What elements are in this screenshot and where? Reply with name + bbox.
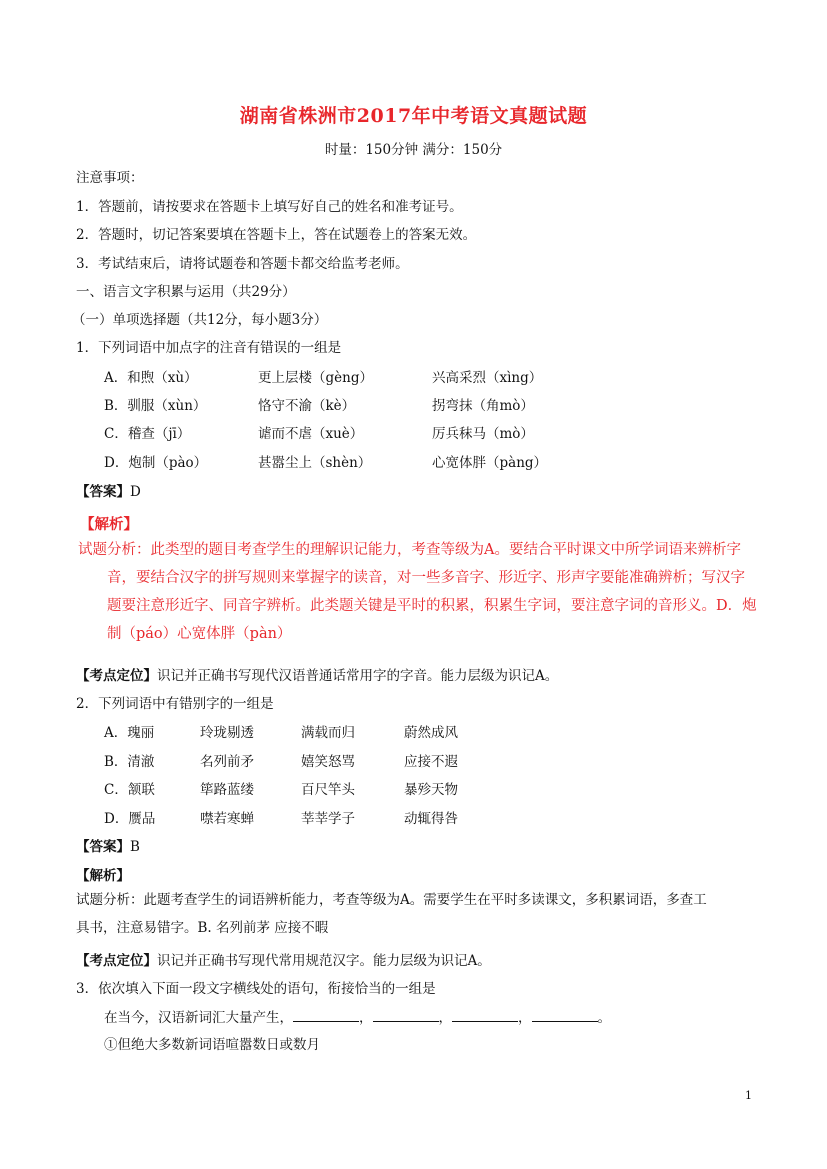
notice-item: 3．考试结束后，请将试题卷和答题卡都交给监考老师。	[76, 256, 409, 272]
option-item: 百尺竿头	[301, 782, 355, 798]
option-item: 兴高采烈（xìng）	[432, 370, 543, 386]
option-item: C．颔联	[104, 782, 155, 798]
option-item: 更上层楼（gèng）	[258, 370, 373, 386]
q2-point	[76, 949, 491, 969]
section-heading: 一、语言文字积累与运用（共29分）	[76, 284, 296, 300]
option-item: A．瑰丽	[104, 725, 155, 741]
option-item: B．清澈	[104, 754, 155, 770]
question-3-stem: 3．依次填入下面一段文字横线处的语句，衔接恰当的一组是	[76, 981, 436, 997]
option-item: A．和煦（xù）	[104, 370, 198, 386]
option-item: 筚路蓝缕	[200, 782, 254, 798]
option-item: C．稽查（jī）	[104, 426, 191, 442]
answer-value: D	[130, 484, 141, 500]
exam-time-score: 时量：150分钟 满分：150分	[324, 142, 503, 158]
separator: ，	[518, 1010, 532, 1026]
option-item: 恪守不渝（kè）	[258, 398, 356, 414]
analysis-line: 音，要结合汉字的拼写规则来掌握字的读音，对一些多音字、形近字、形声字要能准确辨析；写汉字	[107, 570, 745, 586]
option-item: 甚嚣尘上（shèn）	[258, 455, 372, 471]
answer-blank[interactable]	[293, 1009, 359, 1022]
point-label: 【考点定位】	[76, 668, 157, 684]
notice-heading: 注意事项：	[76, 170, 144, 186]
q1-point	[76, 664, 558, 684]
answer-blank[interactable]	[452, 1009, 518, 1022]
separator: ，	[438, 1010, 452, 1026]
analysis-line: 题要注意形近字、同音字辨析。此类题关键是平时的积累，积累生字词，要注意字词的音形义。D．炮	[107, 598, 757, 614]
answer-blank[interactable]	[373, 1009, 439, 1022]
option-item: 拐弯抹（角mò）	[432, 398, 534, 414]
option-item: 应接不遐	[404, 754, 458, 770]
analysis-line: 试题分析：此类型的题目考查学生的理解识记能力，考查等级为A。要结合平时课文中所学词语来辨析字	[78, 542, 741, 558]
option-item: 暴殄天物	[404, 782, 458, 798]
option-item: 谑而不虐（xuè）	[258, 426, 364, 442]
q1-analysis-text	[78, 536, 768, 648]
option-item: 满载而归	[301, 725, 355, 741]
point-text: 识记并正确书写现代常用规范汉字。能力层级为识记A。	[157, 953, 491, 969]
q2-analysis-label: 【解析】	[76, 868, 130, 884]
option-item: D．炮制（pào）	[104, 455, 208, 471]
q3-passage	[104, 1006, 611, 1026]
option-item: 莘莘学子	[301, 811, 355, 827]
period: 。	[597, 1010, 611, 1026]
subsection-heading: （一）单项选择题（共12分，每小题3分）	[72, 312, 328, 328]
question-1-stem: 1．下列词语中加点字的注音有错误的一组是	[76, 340, 342, 356]
option-item: 噤若寒蝉	[200, 811, 254, 827]
option-item: 嬉笑怒骂	[301, 754, 355, 770]
notice-item: 1．答题前，请按要求在答题卡上填写好自己的姓名和准考证号。	[76, 199, 463, 215]
analysis-line: 具书，注意易错字。B. 名列前茅 应接不暇	[76, 920, 329, 936]
analysis-line: 制（páo）心宽体胖（pàn）	[107, 626, 292, 642]
option-item: 动辄得咎	[404, 811, 458, 827]
passage-text: 在当今，汉语新词汇大量产生，	[104, 1010, 293, 1026]
option-item: 蔚然成风	[404, 725, 458, 741]
answer-label: 【答案】	[76, 839, 130, 855]
point-text: 识记并正确书写现代汉语普通话常用字的字音。能力层级为识记A。	[157, 668, 559, 684]
q3-item-1: ①但绝大多数新词语喧嚣数日或数月	[104, 1037, 320, 1053]
option-item: 心宽体胖（pàng）	[432, 455, 548, 471]
option-item: B．驯服（xùn）	[104, 398, 207, 414]
answer-label: 【答案】	[76, 484, 130, 500]
q1-answer	[76, 480, 141, 500]
question-2-stem: 2．下列词语中有错别字的一组是	[76, 696, 274, 712]
separator: ，	[359, 1010, 373, 1026]
page-number: 1	[745, 1089, 752, 1102]
notice-item: 2．答题时，切记答案要填在答题卡上，答在试题卷上的答案无效。	[76, 227, 477, 243]
answer-blank[interactable]	[532, 1009, 598, 1022]
option-item: D．赝品	[104, 811, 156, 827]
option-item: 厉兵秣马（mò）	[432, 426, 534, 442]
q1-analysis-label: 【解析】	[80, 516, 138, 533]
point-label: 【考点定位】	[76, 953, 157, 969]
option-item: 名列前矛	[200, 754, 254, 770]
page-title: 湖南省株洲市2017年中考语文真题试题	[239, 105, 588, 127]
q2-answer	[76, 835, 140, 855]
analysis-line: 试题分析：此题考查学生的词语辨析能力，考查等级为A。需要学生在平时多读课文，多积累词语，多查工	[76, 892, 707, 908]
q2-analysis-text	[76, 886, 756, 942]
answer-value: B	[130, 839, 140, 855]
option-item: 玲珑剔透	[200, 725, 254, 741]
